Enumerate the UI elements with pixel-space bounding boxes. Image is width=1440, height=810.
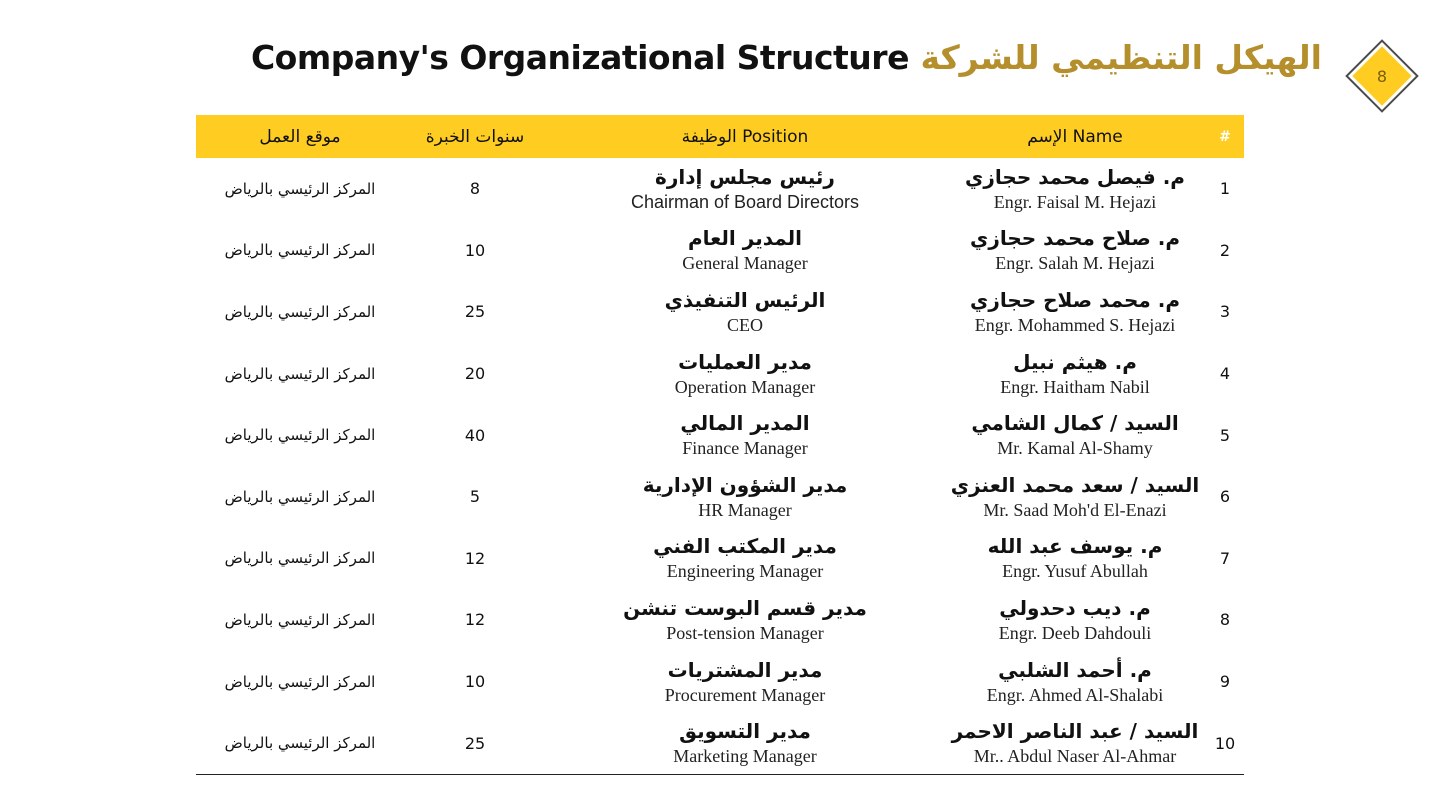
index-cell: [1206, 589, 1244, 651]
table-row: [196, 404, 1244, 466]
name-cell: [944, 528, 1206, 590]
years-cell: [404, 651, 546, 713]
page-title: [150, 36, 1322, 80]
years-of-experience: 20: [464, 364, 486, 384]
location-cell: [196, 404, 404, 466]
index-cell: [1206, 158, 1244, 220]
table-row: [196, 281, 1244, 343]
position-english: CEO: [727, 314, 763, 335]
work-location: المركز الرئيسي بالرياض: [224, 734, 376, 753]
row-number: 1: [1219, 179, 1231, 199]
column-header-years: سنوات الخبرة: [425, 126, 525, 147]
location-cell: [196, 343, 404, 405]
index-cell: [1206, 528, 1244, 590]
years-of-experience: 10: [464, 240, 486, 260]
table-row: [196, 220, 1244, 282]
index-cell: [1206, 220, 1244, 282]
title-english: Company's Organizational Structure: [250, 38, 909, 77]
work-location: المركز الرئيسي بالرياض: [224, 426, 376, 445]
name-arabic: م. ديب دحدولي: [999, 595, 1151, 620]
name-english: Mr. Kamal Al-Shamy: [997, 438, 1153, 459]
table-row: [196, 589, 1244, 651]
work-location: المركز الرئيسي بالرياض: [224, 364, 376, 383]
position-arabic: مدير المشتريات: [667, 657, 823, 682]
name-cell: [944, 220, 1206, 282]
work-location: المركز الرئيسي بالرياض: [224, 672, 376, 691]
name-arabic: م. أحمد الشلبي: [998, 657, 1152, 682]
years-of-experience: 10: [464, 672, 486, 692]
position-english: HR Manager: [698, 499, 792, 520]
position-english: Engineering Manager: [666, 561, 824, 582]
page-number: 8: [1376, 66, 1388, 86]
row-number: 3: [1219, 302, 1231, 322]
name-english: Engr. Salah M. Hejazi: [995, 253, 1155, 274]
position-arabic: مدير قسم البوست تنشن: [623, 595, 867, 620]
table-body: [196, 158, 1244, 774]
name-cell: [944, 712, 1206, 774]
position-english: Post-tension Manager: [666, 622, 824, 643]
work-location: المركز الرئيسي بالرياض: [224, 179, 376, 198]
row-number: 7: [1219, 548, 1231, 568]
name-cell: [944, 651, 1206, 713]
name-arabic: م. يوسف عبد الله: [987, 534, 1163, 559]
location-cell: [196, 589, 404, 651]
years-cell: [404, 281, 546, 343]
years-cell: [404, 220, 546, 282]
position-arabic: رئيس مجلس إدارة: [655, 164, 835, 189]
index-cell: [1206, 343, 1244, 405]
years-cell: [404, 528, 546, 590]
name-english: Engr. Mohammed S. Hejazi: [974, 314, 1176, 335]
index-cell: [1206, 466, 1244, 528]
name-english: Engr. Ahmed Al-Shalabi: [986, 684, 1164, 705]
location-cell: [196, 158, 404, 220]
name-cell: [944, 281, 1206, 343]
position-english: Marketing Manager: [673, 746, 817, 767]
location-cell: [196, 651, 404, 713]
position-arabic: المدير المالي: [680, 411, 810, 436]
years-cell: [404, 158, 546, 220]
position-english: Procurement Manager: [664, 684, 826, 705]
location-cell: [196, 712, 404, 774]
table-row: [196, 651, 1244, 713]
position-cell: [546, 712, 944, 774]
index-cell: [1206, 712, 1244, 774]
position-arabic: مدير المكتب الفني: [653, 534, 837, 559]
work-location: المركز الرئيسي بالرياض: [224, 610, 376, 629]
position-cell: [546, 528, 944, 590]
years-cell: [404, 712, 546, 774]
position-arabic: المدير العام: [687, 226, 803, 251]
table-header-row: [196, 115, 1244, 158]
name-cell: [944, 589, 1206, 651]
column-header-index: #: [1219, 128, 1231, 145]
name-cell: [944, 404, 1206, 466]
row-number: 9: [1219, 672, 1231, 692]
years-of-experience: 12: [464, 548, 486, 568]
years-of-experience: 25: [464, 733, 486, 753]
name-cell: [944, 158, 1206, 220]
column-header-location: موقع العمل: [259, 126, 341, 147]
table-row: [196, 466, 1244, 528]
org-structure-table: [196, 115, 1244, 775]
name-english: Mr. Saad Moh'd El-Enazi: [983, 499, 1167, 520]
years-of-experience: 8: [469, 179, 481, 199]
row-number: 5: [1219, 425, 1231, 445]
position-arabic: مدير الشؤون الإدارية: [642, 472, 848, 497]
table-row: [196, 528, 1244, 590]
row-number: 2: [1219, 240, 1231, 260]
location-cell: [196, 220, 404, 282]
name-english: Engr. Haitham Nabil: [1000, 376, 1150, 397]
position-cell: [546, 158, 944, 220]
row-number: 10: [1214, 733, 1236, 753]
position-cell: [546, 404, 944, 466]
name-english: Engr. Deeb Dahdouli: [998, 622, 1152, 643]
name-arabic: م. هيثم نبيل: [1013, 349, 1137, 374]
position-arabic: مدير التسويق: [679, 719, 811, 744]
position-arabic: مدير العمليات: [678, 349, 812, 374]
row-number: 6: [1219, 487, 1231, 507]
name-cell: [944, 466, 1206, 528]
name-arabic: السيد / كمال الشامي: [971, 411, 1179, 436]
years-cell: [404, 404, 546, 466]
row-number: 4: [1219, 364, 1231, 384]
position-english: Chairman of Board Directors: [630, 191, 860, 212]
position-cell: [546, 281, 944, 343]
name-arabic: م. صلاح محمد حجازي: [969, 226, 1180, 251]
work-location: المركز الرئيسي بالرياض: [224, 241, 376, 260]
column-header-position: الوظيفة Position: [681, 126, 809, 147]
name-english: Mr.. Abdul Naser Al-Ahmar: [973, 746, 1177, 767]
position-cell: [546, 589, 944, 651]
years-of-experience: 12: [464, 610, 486, 630]
location-cell: [196, 466, 404, 528]
name-arabic: م. فيصل محمد حجازي: [965, 164, 1185, 189]
position-cell: [546, 343, 944, 405]
table-row: [196, 343, 1244, 405]
row-number: 8: [1219, 610, 1231, 630]
years-of-experience: 25: [464, 302, 486, 322]
name-cell: [944, 343, 1206, 405]
years-cell: [404, 466, 546, 528]
position-arabic: الرئيس التنفيذي: [664, 287, 826, 312]
index-cell: [1206, 281, 1244, 343]
years-of-experience: 40: [464, 425, 486, 445]
name-arabic: السيد / عبد الناصر الاحمر: [951, 719, 1199, 744]
name-arabic: السيد / سعد محمد العنزي: [950, 472, 1200, 497]
column-header-name: الإسم Name: [1027, 126, 1123, 147]
work-location: المركز الرئيسي بالرياض: [224, 549, 376, 568]
name-english: Engr. Faisal M. Hejazi: [993, 191, 1157, 212]
title-arabic: الهيكل التنظيمي للشركة: [920, 38, 1322, 77]
name-arabic: م. محمد صلاح حجازي: [969, 287, 1180, 312]
position-english: General Manager: [682, 253, 808, 274]
years-cell: [404, 343, 546, 405]
location-cell: [196, 528, 404, 590]
position-english: Finance Manager: [682, 438, 808, 459]
index-cell: [1206, 651, 1244, 713]
position-english: Operation Manager: [674, 376, 816, 397]
years-cell: [404, 589, 546, 651]
position-cell: [546, 220, 944, 282]
table-row: [196, 712, 1244, 774]
name-english: Engr. Yusuf Abullah: [1002, 561, 1148, 582]
position-cell: [546, 651, 944, 713]
location-cell: [196, 281, 404, 343]
index-cell: [1206, 404, 1244, 466]
work-location: المركز الرئيسي بالرياض: [224, 302, 376, 321]
years-of-experience: 5: [469, 487, 481, 507]
position-cell: [546, 466, 944, 528]
work-location: المركز الرئيسي بالرياض: [224, 487, 376, 506]
table-row: [196, 158, 1244, 220]
